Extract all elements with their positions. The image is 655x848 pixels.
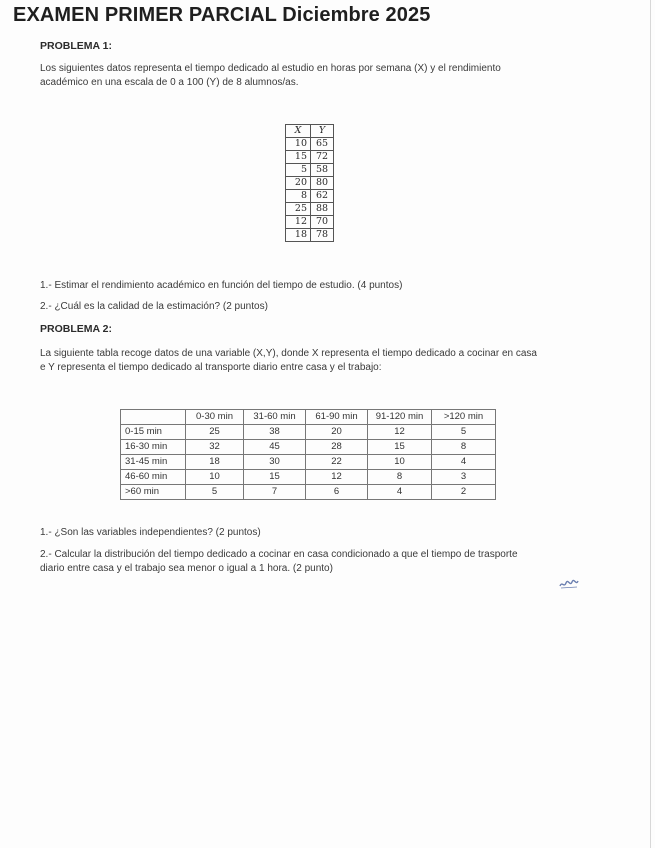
y-value: 80 <box>311 177 334 190</box>
table-cell: 5 <box>186 485 244 500</box>
table-row <box>121 425 496 440</box>
row-header: 31-45 min <box>121 455 186 470</box>
problem1-heading: PROBLEMA 1: <box>40 40 112 52</box>
x-value: 18 <box>286 229 311 242</box>
problem1-question2: 2.- ¿Cuál es la calidad de la estimación? (2 puntos) <box>40 301 268 312</box>
problem1-intro-line2: académico en una escala de 0 a 100 (Y) de 8 alumnos/as. <box>40 77 299 88</box>
xy-table-header-row <box>286 125 334 138</box>
x-value: 10 <box>286 138 311 151</box>
table-cell: 12 <box>306 470 368 485</box>
table-cell: 12 <box>368 425 432 440</box>
table-row <box>121 470 496 485</box>
x-value: 8 <box>286 190 311 203</box>
table-cell: 15 <box>368 440 432 455</box>
table-cell: 8 <box>432 440 496 455</box>
table-cell: 28 <box>306 440 368 455</box>
problem2-intro-line2: e Y representa el tiempo dedicado al transporte diario entre casa y el trabajo: <box>40 362 382 373</box>
problem2-question2-line2: diario entre casa y el trabajo sea menor o igual a 1 hora. (2 punto) <box>40 563 333 574</box>
table-row <box>121 455 496 470</box>
problem1-intro-line1: Los siguientes datos representa el tiempo dedicado al estudio en horas por semana (X) y el rendimiento <box>40 63 501 74</box>
col-header: 0-30 min <box>186 410 244 425</box>
x-value: 5 <box>286 164 311 177</box>
table-cell: 5 <box>432 425 496 440</box>
table-row <box>286 229 334 242</box>
row-header: 46-60 min <box>121 470 186 485</box>
table-row <box>286 138 334 151</box>
xy-header-x: X <box>286 125 311 138</box>
table-cell: 18 <box>186 455 244 470</box>
x-value: 25 <box>286 203 311 216</box>
scribble-stamp-icon <box>558 578 580 590</box>
table-row <box>286 203 334 216</box>
problem1-question1: 1.- Estimar el rendimiento académico en función del tiempo de estudio. (4 puntos) <box>40 280 403 291</box>
table-cell: 8 <box>368 470 432 485</box>
problem2-question2 <box>40 548 650 576</box>
table-cell: 30 <box>244 455 306 470</box>
page-edge-divider <box>650 0 651 848</box>
table-cell: 15 <box>244 470 306 485</box>
x-value: 12 <box>286 216 311 229</box>
corner-cell <box>121 410 186 425</box>
y-value: 88 <box>311 203 334 216</box>
table-row <box>121 440 496 455</box>
row-header: 0-15 min <box>121 425 186 440</box>
table-cell: 7 <box>244 485 306 500</box>
row-header: >60 min <box>121 485 186 500</box>
xy-data-table <box>285 124 334 242</box>
table-row <box>286 190 334 203</box>
table-cell: 45 <box>244 440 306 455</box>
col-header: 91-120 min <box>368 410 432 425</box>
table-cell: 4 <box>368 485 432 500</box>
problem2-heading: PROBLEMA 2: <box>40 323 112 335</box>
table-cell: 2 <box>432 485 496 500</box>
col-header: 31-60 min <box>244 410 306 425</box>
y-value: 70 <box>311 216 334 229</box>
table-cell: 3 <box>432 470 496 485</box>
y-value: 62 <box>311 190 334 203</box>
table-cell: 22 <box>306 455 368 470</box>
y-value: 58 <box>311 164 334 177</box>
table-cell: 6 <box>306 485 368 500</box>
x-value: 15 <box>286 151 311 164</box>
table-row <box>286 164 334 177</box>
x-value: 20 <box>286 177 311 190</box>
problem2-question1: 1.- ¿Son las variables independientes? (2 puntos) <box>40 527 261 538</box>
y-value: 78 <box>311 229 334 242</box>
table-row <box>286 216 334 229</box>
problem2-intro <box>40 347 650 375</box>
col-header: 61-90 min <box>306 410 368 425</box>
problem2-question2-line1: 2.- Calcular la distribución del tiempo dedicado a cocinar en casa condicionado a que el tiempo de trasporte <box>40 549 518 560</box>
table-cell: 4 <box>432 455 496 470</box>
table-row <box>121 485 496 500</box>
exam-title: EXAMEN PRIMER PARCIAL Diciembre 2025 <box>13 4 431 26</box>
xy-header-y: Y <box>311 125 334 138</box>
table-cell: 25 <box>186 425 244 440</box>
y-value: 72 <box>311 151 334 164</box>
problem1-intro <box>40 62 640 90</box>
contingency-table <box>120 409 496 500</box>
table-row <box>286 151 334 164</box>
problem2-intro-line1: La siguiente tabla recoge datos de una variable (X,Y), donde X representa el tiempo dedicado a cocinar en casa <box>40 348 537 359</box>
table-cell: 10 <box>186 470 244 485</box>
table-cell: 20 <box>306 425 368 440</box>
y-value: 65 <box>311 138 334 151</box>
table-row <box>286 177 334 190</box>
table-cell: 38 <box>244 425 306 440</box>
col-header: >120 min <box>432 410 496 425</box>
row-header: 16-30 min <box>121 440 186 455</box>
table-cell: 10 <box>368 455 432 470</box>
contingency-header-row <box>121 410 496 425</box>
table-cell: 32 <box>186 440 244 455</box>
